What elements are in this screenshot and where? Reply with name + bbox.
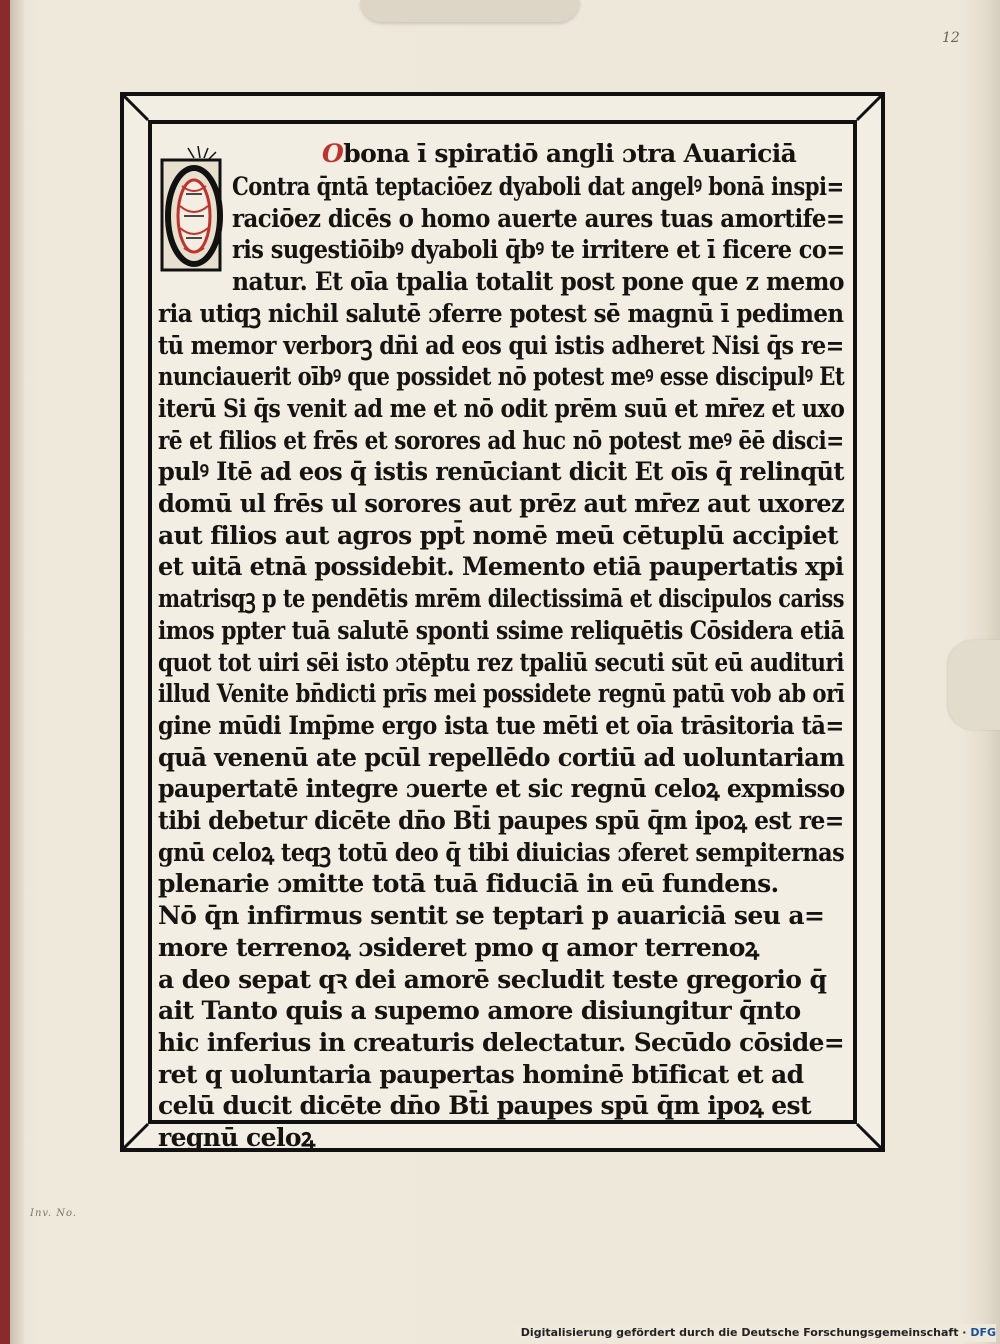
text-line: hic inferius in creaturis delectatur. Secūdo cōside=	[158, 1027, 845, 1057]
text-line: rē et filios et frēs et sorores ad huc nō potest meꝰ ēē disci=	[158, 425, 844, 455]
pencil-note: Inv. No.	[30, 1208, 77, 1219]
text-line: Nō q̄n infirmus sentit se teptari p auariciā seu a=	[158, 901, 825, 931]
page-tab	[948, 640, 1000, 730]
page-gutter	[10, 0, 24, 1344]
text-line: gnū celoꝝ teqꝫ totū deo q̄ tibi diuicias ɔferet sempiternas	[158, 837, 845, 867]
rubric-initial: O	[322, 139, 344, 168]
text-block	[158, 136, 848, 1152]
text-line: more terrenoꝝ ɔsideret pmo q amor terrenoꝝ	[158, 932, 759, 962]
text-line: regnū celoꝝ	[158, 1123, 315, 1152]
folio-number: 12	[942, 30, 960, 46]
text-line: illud Venite bn̄dicti prīs mei possidete regnū patū vob ab orī	[158, 679, 845, 709]
text-line: ret q uoluntaria paupertas hominē btīficat et ad	[158, 1059, 804, 1089]
text-line: imos ppter tuā salutē sponti ssime reliquētis Cōsidera etiā	[158, 615, 845, 645]
text-line: quā venenū ate pcūl repellēdo cortiū ad uoluntariam	[158, 742, 845, 772]
dfg-logo: DFG	[970, 1326, 996, 1339]
text-line: celū ducit dicēte dn̄o Bt̄i paupes spū q̄m ipoꝝ est	[158, 1091, 811, 1121]
text-line: paupertatē integre ɔuerte et sic regnū celoꝝ expmisso	[158, 774, 845, 804]
text-line: raciōez dicēs o homo auerte aures tuas amortife=	[232, 203, 845, 233]
text-line: matrisqꝫ p te pendētis mrēm dilectissimā et discipulos cariss	[158, 584, 844, 614]
text-line: Contra q̄ntā teptaciōez dyaboli dat angelꝰ bonā inspi=	[232, 172, 844, 201]
text-line: ris sugestiōibꝰ dyaboli q̄bꝰ te irritere et ī ficere co=	[232, 235, 845, 265]
text-line: iterū Si q̄s venit ad me et nō odit prēm suū et mr̄ez et uxo	[158, 393, 845, 423]
clamp-shadow	[360, 0, 580, 22]
text-line: gine mūdi Imp̄me ergo ista tue mēti et oīa trāsitoria tā=	[158, 710, 844, 740]
text-line: natur. Et oīa tpalia totalit post pone que z memo	[232, 267, 845, 297]
text-line: domū ul frēs ul sorores aut prēz aut mr̄ez aut uxorez	[158, 489, 845, 518]
text-line: nunciauerit oībꝰ que possidet nō potest meꝰ esse discipulꝰ Et	[158, 362, 845, 392]
text-line: pulꝰ Itē ad eos q̄ istis renūciant dicit Et oīs q̄ relinqūt	[158, 457, 844, 487]
text-line: a deo sepat qꝛ dei amorē secludit teste gregorio q̄	[158, 964, 827, 994]
digitization-credit	[515, 1324, 996, 1342]
text-line: plenarie ɔmitte totā tuā fiduciā in eū fundens.	[158, 869, 779, 899]
text-line: quot tot uiri sēi isto ɔtēptu rez tpaliū secuti sūt eū audituri	[158, 647, 844, 677]
text-line: ria utiqꝫ nichil salutē ɔferre potest sē magnū ī pedimen	[158, 298, 844, 328]
text-line: ait Tanto quis a supemo amore disiungitur q̄nto	[158, 996, 801, 1026]
text-line: tibi debetur dicēte dn̄o Bt̄i paupes spū q̄m ipoꝝ est re=	[158, 806, 844, 835]
rubric-text: bona ī spiratiō angli ɔtra Auariciā	[343, 139, 797, 168]
text-line: tū memor verborꝫ dn̄i ad eos qui istis adheret Nisi q̄s re=	[158, 330, 844, 360]
text-line: et uitā etnā possidebit. Memento etiā paupertatis xpi	[158, 552, 844, 582]
binding-edge	[0, 0, 10, 1344]
credit-text: Digitalisierung gefördert durch die Deutsche Forschungsgemeinschaft ·	[520, 1326, 967, 1339]
text-line: aut filios aut agros ppt̄ nomē meū cētuplū accipiet	[158, 520, 838, 550]
